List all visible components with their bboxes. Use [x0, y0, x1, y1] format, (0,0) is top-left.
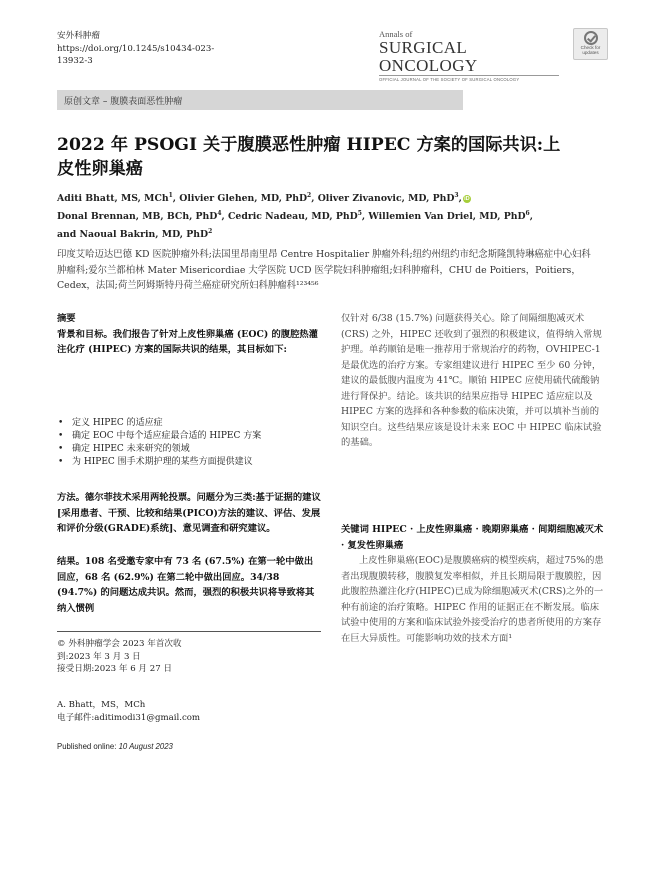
received-date: 到:2023 年 3 月 3 日	[57, 651, 141, 662]
list-item: • 定义 HIPEC 的适应症	[57, 417, 322, 430]
author-name: Aditi Bhatt, MS, MCh	[57, 193, 169, 205]
abstract-methods: 方法。德尔菲技术采用两轮投票。问题分为三类:基于证据的建议[采用患者、干预、比较和结果(PICO)方法的建议、评估、发展和评价分级(GRADE)系统]、意见调查和研究建议。	[57, 492, 321, 534]
footnote-divider	[57, 631, 321, 632]
introduction-paragraph: 上皮性卵巢癌(EOC)是腹膜癌病的模型疾病，超过75%的患者出现腹膜转移，腹膜复发率相似，并且长期局限于腹膜腔，因此腹腔热灌注化疗(HIPEC)已成为除细胞减灭术(CRS)之外的一种有前途的治疗策略。HIPEC 作用的证据正在不断发展。临床试验中使用的方案和临床试验外接受治疗的患者所使用的方案存在巨大异质性。可能影响功效的技术方面¹	[341, 555, 604, 644]
author-affil-sup: 2	[307, 192, 312, 199]
author-name: Willemien Van Driel, MD, PhD	[368, 211, 526, 223]
abstract-results: 结果。108 名受邀专家中有 73 名 (67.5%) 在第一轮中做出回应，68 名 (62.9%) 在第二轮中做出回应。34/38 (94.7%) 的问题达成共识。然而，强烈的积极共识将导致将其纳入惯例	[57, 556, 315, 614]
published-label: Published online:	[57, 742, 119, 751]
abstract-heading: 摘要	[57, 313, 76, 324]
list-item: • 确定 HIPEC 未来研究的领域	[57, 443, 322, 456]
author-name: and Naoual Bakrin, MD, PhD	[57, 229, 209, 241]
badge-label: Check for updates	[580, 45, 601, 55]
author-name: Donal Brennan, MB, BCh, PhD	[57, 211, 218, 223]
abstract-continued: 仅针对 6/38 (15.7%) 问题获得关心。除了间隔细胞减灭术 (CRS) 之外，HIPEC 还收到了强烈的积极建议，值得纳入常规护理。单药顺铂是唯一推荐用于常规治疗的药物，OVHIPEC-1是最优选的治疗方案。专家组建议进行 HIPEC 至少 60 分钟，建议的最低腹内温度为 41℃。顺铂 HIPEC 应使用硫代硫酸钠进行肾保护。结论。该共识的结果应指导 HIPEC 适应症以及 HIPEC 方案的选择和各种参数的临床决策，并可以填补当前的知识空白。这些结果应该是设计未来 EOC 中 HIPEC 临床试验的基础。	[341, 313, 602, 448]
check-circle-icon	[584, 31, 598, 45]
check-for-updates-badge[interactable]	[573, 28, 608, 60]
affiliations: 印度艾哈迈达巴德 KD 医院肿瘤外科;法国里昂南里昂 Centre Hospitalier 肿瘤外科;纽约州纽约市纪念斯隆凯特琳癌症中心妇科肿瘤科;爱尔兰都柏林 Mater Misericordiae 大学医院 UCD 医学院妇科肿瘤组;妇科肿瘤科，CHU de Poitiers，Poitiers，Cedex，法国;荷兰阿姆斯特丹荷兰癌症研究所妇科肿瘤科¹²³⁴⁵⁶	[57, 249, 591, 291]
author-list: Aditi Bhatt, MS, MCh$^1$, Olivier Glehen, MD, PhD$^2$, Oliver Zivanovic, MD, PhD$^3$, iD Donal Brennan, MB, BCh, PhD$^4$, Cedric Nadeau, MD, PhD$^5$, Willemien Van Driel, MD, PhD$^6$, and Naoual Bakrin, MD, PhD$^2$	[57, 192, 533, 241]
corresponding-name: A. Bhatt，MS，MCh	[57, 700, 146, 710]
corresponding-email[interactable]: 电子邮件:aditimodi31@gmail.com	[57, 712, 201, 723]
abstract-background: 背景和目标。我们报告了针对上皮性卵巢癌 (EOC) 的腹腔热灌注化疗 (HIPEC) 方案的国际共识的结果，其目标如下:	[57, 328, 318, 355]
journal-logo	[379, 29, 559, 82]
article-title: 2022 年 PSOGI 关于腹膜恶性肿瘤 HIPEC 方案的国际共识:上皮性卵巢癌	[57, 135, 561, 179]
author-affil-sup: 2	[208, 228, 213, 236]
list-item: • 为 HIPEC 围手术期护理的某些方面提供建议	[57, 456, 322, 469]
author-name: Oliver Zivanovic, MD, PhD	[317, 193, 455, 205]
abstract-column-left	[57, 311, 322, 358]
keywords: 关键词 HIPEC · 上皮性卵巢癌 · 晚期卵巢癌 · 间期细胞减灭术 · 复发性卵巢癌	[341, 524, 604, 551]
author-affil-sup: 6	[525, 210, 530, 218]
published-online	[57, 742, 173, 751]
copyright-line: © 外科肿瘤学会 2023 年首次收	[57, 639, 182, 649]
author-affil-sup: 3	[454, 192, 459, 199]
author-name: Olivier Glehen, MD, PhD	[179, 193, 308, 205]
author-affil-sup: 4	[217, 210, 222, 218]
article-meta	[57, 30, 297, 68]
category-bar	[57, 90, 463, 110]
corresponding-author	[57, 699, 322, 724]
author-affil-sup: 1	[168, 192, 173, 199]
logo-top-text: Annals of	[379, 29, 413, 39]
journal-short-name: 安外科肿瘤	[57, 31, 100, 41]
doi-link[interactable]: https://doi.org/10.1245/s10434-023-13932-3	[57, 43, 215, 66]
author-name: Cedric Nadeau, MD, PhD	[228, 211, 358, 223]
abstract-goals-list	[57, 417, 322, 469]
category-label: 原创文章 – 腹膜表面恶性肿瘤	[64, 97, 183, 107]
author-affil-sup: 5	[357, 210, 362, 218]
logo-sub-text: OFFICIAL JOURNAL OF THE SOCIETY OF SURGICAL ONCOLOGY	[379, 77, 520, 82]
accepted-date: 接受日期:2023 年 6 月 27 日	[57, 664, 172, 674]
logo-main-text: SURGICAL ONCOLOGY	[379, 39, 559, 76]
publication-history	[57, 638, 322, 676]
published-date: 10 August 2023	[118, 742, 173, 751]
list-item: • 确定 EOC 中每个适应症最合适的 HIPEC 方案	[57, 430, 322, 443]
orcid-icon[interactable]: iD	[464, 196, 470, 203]
